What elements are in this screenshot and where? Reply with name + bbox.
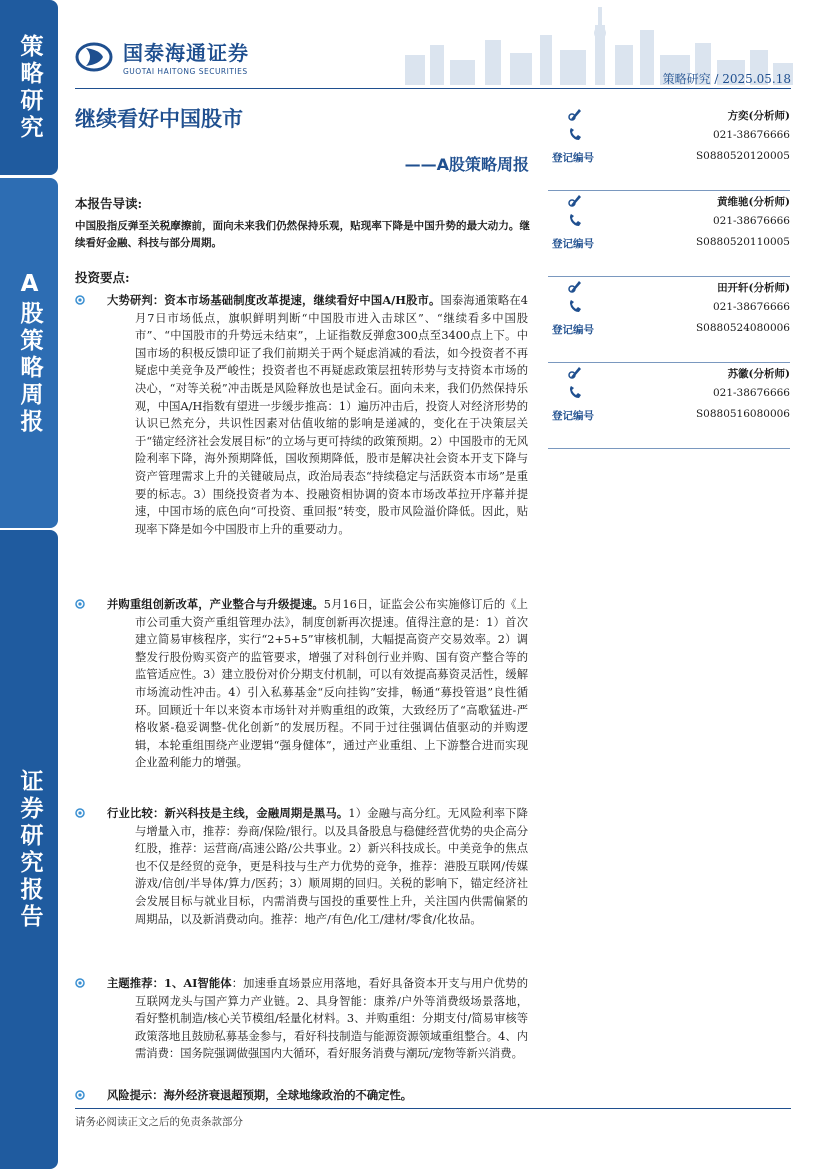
- sidebar-label-report: 证券研究报告: [0, 530, 58, 1169]
- analyst-name: 田开轩(分析师): [717, 282, 790, 294]
- analyst-phone: 021-38676666: [712, 301, 790, 313]
- pen-icon: [568, 365, 582, 379]
- registration-number: S0880520120005: [695, 150, 790, 162]
- registration-label: 登记编号: [552, 152, 594, 164]
- pen-icon: [568, 279, 582, 293]
- key-point: [75, 1087, 530, 1105]
- key-point-lead: 大势研判：资本市场基础制度改革提速，继续看好中国A/H股市。: [107, 293, 441, 307]
- key-point-lead: 主题推荐：1、AI智能体: [107, 976, 232, 990]
- key-point-text: 5月16日，证监会公布实施修订后的《上市公司重大资产重组管理办法》，制度创新再次提速。值得注意的是：1）首次建立简易审核程序，实行“2+5+5”审核机制，大幅提高资产交易效率。2）调整发行股份购买资产的监管要求，增强了对科创行业并购、国有资产整合等的监管适应性。3）建立股份对价分期支付机制，可以有效提高募资灵活性，缓解市场流动性冲击。4）引入私募基金“反向挂钩”安排，畅通“募投管退”良性循环。回顾近十年以来资本市场针对并购重组的政策，大致经历了“高歌猛进-严格收紧-稳妥调整-优化创新”的发展历程。不同于过往强调估值驱动的并购逻辑，本轮重组围绕产业逻辑“强身健体”，通过产业重组、上下游整合进而实现企业盈利能力的增强。: [135, 598, 528, 770]
- key-point-lead: 行业比较：新兴科技是主线，金融周期是黑马。: [107, 806, 349, 820]
- key-point-text: 国泰海通策略在4月7日市场低点，旗帜鲜明判断“中国股市进入击球区”、“继续看多中国股市”、“中国股市的升势远未结束”，上证指数反弹愈300点至3400点上下。中国市场的积极反馈印证了我们前期关于两个疑虑消减的看法，如今投资者不再疑虑中美竞争及严峻性；投资者也不再疑虑政策层扭转形势与支持资本市场的决心，“对等关税”冲击既是风险释放也是试金石。面向未来，我们仍然保持乐观，中国A/H指数有望进一步缓步推高：1）遍历冲击后，投资人对经济形势的认识已然充分，共识性因素对估值收缩的影响是递减的，变化在于决策层关于“锚定经济社会发展目标”的立场与更可持续的政策预期。2）中国股市的无风险利率下降，海外预期降低，国收预期降低，股市是解决社会资本开支下降与资产管理需求上升的关键破局点，政治局表态“持续稳定与活跃资本市场”是重要的标志。3）围绕投资者为本、投融资相协调的资本市场改革拉开序幕并提速，中国市场的底色向“可投资、重回报”转变，股市风险溢价降低。因此，贴现率下降是如今中国股市上升的重要动力。: [135, 294, 528, 536]
- analyst-phone: 021-38676666: [712, 129, 790, 141]
- bullet-icon: [75, 978, 85, 988]
- logo-name-en: GUOTAI HAITONG SECURITIES: [123, 67, 248, 76]
- analyst-name: 苏徽(分析师): [727, 368, 790, 380]
- key-point-text: 海外经济衰退超预期，全球地缘政治的不确定性。: [163, 1088, 413, 1102]
- registration-label: 登记编号: [552, 238, 594, 250]
- report-title: 继续看好中国股市: [75, 107, 243, 131]
- company-logo: [75, 37, 249, 76]
- guide-heading: 本报告导读:: [75, 196, 143, 211]
- analyst-phone: 021-38676666: [712, 215, 790, 227]
- footer-divider: [75, 1108, 791, 1109]
- sidebar-label-strategy: 策略研究: [0, 0, 58, 175]
- analyst-card: [548, 363, 790, 449]
- key-point: [75, 292, 530, 538]
- logo-mark-icon: [75, 42, 113, 72]
- report-subtitle: ——A股策略周报: [404, 155, 529, 174]
- analyst-card: [548, 277, 790, 363]
- analyst-card: [548, 191, 790, 277]
- registration-number: S0880524080006: [695, 322, 790, 334]
- key-points-heading: 投资要点:: [75, 270, 130, 285]
- key-point-text: 1）金融与高分红。无风险利率下降与增量入市，推荐：券商/保险/银行。以及具备股息与稳健经营优势的央企高分红股，推荐：运营商/高速公路/公共事业。2）新兴科技成长。中美竞争的焦点也不仅是经贸的竞争，更是科技与生产力优势的竞争，推荐：港股互联网/传媒游戏/信创/半导体/算力/医药；3）顺周期的回归。关税的影响下，锚定经济社会发展目标与就业目标，内需消费与国投的重要性上升，关注国内供需偏紧的周期品，以及新消费动向。推荐：地产/有色/化工/建材/零食/化妆品。: [135, 807, 528, 926]
- bullet-icon: [75, 1090, 85, 1100]
- logo-name-cn: 国泰海通证券: [123, 41, 249, 65]
- key-point: [75, 596, 530, 772]
- registration-number: S0880516080006: [695, 408, 790, 420]
- bullet-icon: [75, 808, 85, 818]
- key-point: [75, 975, 530, 1063]
- key-point: [75, 805, 530, 928]
- registration-number: S0880520110005: [695, 236, 790, 248]
- guide-summary: 中国股指反弹至关税摩擦前，面向未来我们仍然保持乐观，贴现率下降是中国升势的最大动力。继续看好金融、科技与部分周期。: [75, 220, 530, 249]
- key-point-text: ：加速垂直场景应用落地，看好具备资本开支与用户优势的互联网龙头与国产算力产业链。2、具身智能：康养/户外等消费级场景落地，看好整机制造/核心关节模组/轻量化材料。3、并购重组：分期支付/简易审核等政策落地且鼓励私募基金参与，看好科技制造与能源资源领域重组整合。4、内需消费：国务院强调做强国内大循环，看好服务消费与潮玩/宠物等新兴消费。: [135, 977, 528, 1061]
- disclaimer-footer: 请务必阅读正文之后的免责条款部分: [75, 1116, 243, 1128]
- analyst-name: 方奕(分析师): [727, 110, 790, 122]
- key-point-lead: 并购重组创新改革，产业整合与升级提速。: [107, 597, 324, 611]
- key-point-lead: 风险提示：: [107, 1088, 164, 1102]
- phone-icon: [568, 127, 582, 141]
- registration-label: 登记编号: [552, 410, 594, 422]
- phone-icon: [568, 385, 582, 399]
- sidebar-label-weekly: A股策略周报: [0, 178, 58, 528]
- analyst-phone: 021-38676666: [712, 387, 790, 399]
- report-category-date: 策略研究 / 2025.05.18: [662, 72, 791, 86]
- phone-icon: [568, 299, 582, 313]
- registration-label: 登记编号: [552, 324, 594, 336]
- bullet-icon: [75, 295, 85, 305]
- analyst-name: 黄维驰(分析师): [717, 196, 790, 208]
- bullet-icon: [75, 599, 85, 609]
- pen-icon: [568, 107, 582, 121]
- pen-icon: [568, 193, 582, 207]
- header-divider: [75, 88, 791, 89]
- phone-icon: [568, 213, 582, 227]
- analyst-card: [548, 105, 790, 191]
